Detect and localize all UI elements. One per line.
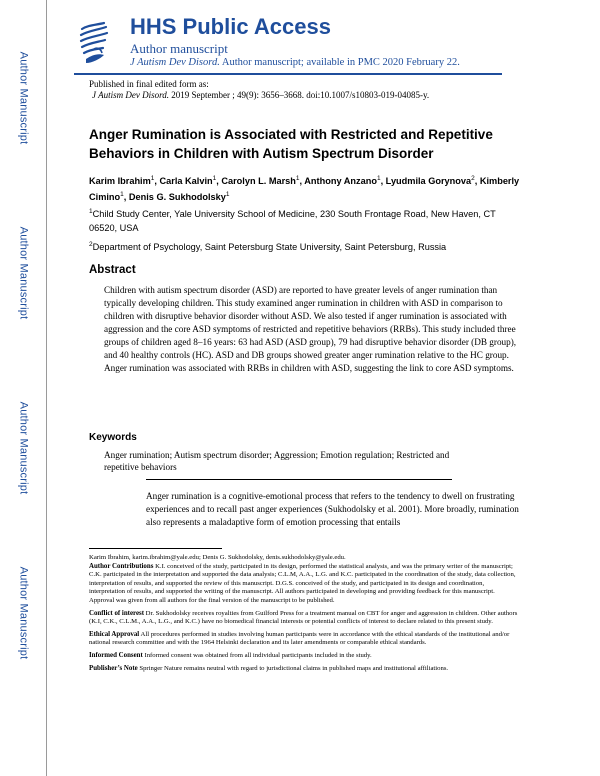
published-label: Published in final edited form as:: [89, 79, 209, 89]
author-affil-marker: 1: [295, 175, 300, 182]
footnote-ethical: [89, 631, 521, 648]
side-label-3: Author Manuscript: [17, 401, 30, 494]
author-affil-marker: 1: [120, 191, 124, 199]
citation-details: 2019 September ; 49(9): 3656–3668. doi:10.1007/s10803-019-04085-y.: [169, 90, 430, 100]
footnote-consent-text: Informed consent was obtained from all individual participants included in the study.: [142, 651, 372, 659]
footnote-publisher-text: Springer Nature remains neutral with regard to jurisdictional claims in published maps and institutional affiliations.: [137, 664, 449, 672]
affiliation-text: Department of Psychology, Saint Petersburg State University, Saint Petersburg, Russia: [92, 242, 447, 253]
author-name: Kimberly Cimino: [89, 176, 520, 203]
footnote-publisher: [89, 665, 521, 674]
keywords-heading: Keywords: [89, 432, 137, 443]
footnote-conflict: [89, 610, 521, 627]
side-label-4: Author Manuscript: [17, 566, 30, 659]
abstract-heading: Abstract: [89, 264, 136, 276]
footnote-consent-label: Informed Consent: [89, 651, 143, 659]
citation-journal: J Autism Dev Disord.: [92, 90, 169, 100]
footnote-contributions-label: Author Contributions: [89, 562, 154, 570]
abstract-text: Children with autism spectrum disorder (ASD) are reported to have greater levels of anger rumination than typically developing children. This study examined anger rumination in children with ASD in comparison to children with disruptive behavior disorder without ASD. We also tested if anger rumination is associated with aggression and the core ASD symptoms of restricted and repetitive behaviors (RRBs). This study included three groups of children aged 8–16 years: 63 had ASD (ASD group), 79 had disruptive behavior disorder (DB group), and 40 healthy controls (HC). ASD and DB groups showed greater anger rumination relative to the HC group. Anger rumination was associated with RRBs in children with ASD, suggesting the link to core ASD symptoms.: [104, 285, 517, 373]
affiliation-number: 2: [89, 241, 93, 248]
footnote-conflict-label: Conflict of interest: [89, 609, 144, 617]
author-affil-marker: 1: [376, 175, 381, 182]
footnote-contact: Karim Ibrahim, karim.ibrahim@yale.edu; Denis G. Sukhodolsky, denis.sukhodolsky@yale.edu.: [89, 554, 346, 561]
header-journal-line: [130, 57, 460, 68]
affiliation-number: 1: [89, 208, 93, 215]
affiliation-text: Child Study Center, Yale University School of Medicine, 230 South Frontage Road, New Haven, CT 06520, USA: [89, 209, 496, 233]
author-name: Karim Ibrahim: [89, 176, 151, 187]
footnote-publisher-label: Publisher’s Note: [89, 664, 138, 672]
footnotes: [89, 554, 521, 676]
footnote-consent: [89, 652, 521, 661]
author-affil-marker: 1: [212, 175, 217, 182]
keywords-divider: [146, 479, 452, 480]
author-name: Carla Kalvin: [159, 176, 213, 187]
author-list: Karim Ibrahim$^1$, Carla Kalvin$^1$, Carolyn L. Marsh$^1$, Anthony Anzano$^1$, Lyudmila Gorynova$^2$, Kimberly Cimino$^1$, Denis G. Sukhodolsky$^1$: [89, 175, 520, 203]
hhs-eagle-logo-icon: [74, 19, 114, 67]
header-subtitle: Author manuscript: [130, 41, 228, 56]
footnote-ethical-label: Ethical Approval: [89, 630, 140, 638]
side-label-1: Author Manuscript: [17, 51, 30, 144]
author-name: Carolyn L. Marsh: [221, 176, 296, 187]
header-journal-name: J Autism Dev Disord.: [130, 57, 220, 68]
author-affil-marker: 1: [150, 175, 155, 182]
header-rule: [74, 73, 502, 75]
footnote-contributions-text: K.I. conceived of the study, participated in its design, performed the statistical analysis, and was the primary writer of the manuscript; C.K. participated in the interpretation and supported the data analysis; C.L.M, A.A., L.G. and K.C. participated in the coordination of the study, data collection, interpretation of results, and supported the review of this manuscript. D.G.S. conceived of the study, and participated in its design and coordination, interpretation of results, and supported the writing of the manuscript. All authors participated in developing and providing feedback for this manuscript. Approval was given from all authors for the final version of the manuscript to be published.: [89, 562, 516, 604]
footnote-rule: [89, 548, 222, 549]
header-title: HHS Public Access: [130, 14, 331, 39]
keywords-text: Anger rumination; Autism spectrum disorder; Aggression; Emotion regulation; Restricted and repetitive behaviors: [104, 450, 450, 472]
intro-paragraph: Anger rumination is a cognitive-emotional process that refers to the tendency to dwell on frustrating experiences and to recall past anger experiences (Sukhodolsky et al. 2001). More broadly, rumination also represents a maladaptive form of emotion processing that entails: [146, 491, 519, 527]
author-name: Denis G. Sukhodolsky: [128, 192, 226, 203]
side-label-2: Author Manuscript: [17, 226, 30, 319]
author-name: Anthony Anzano: [304, 176, 377, 187]
header-availability: Author manuscript; available in PMC 2020 February 22.: [219, 57, 460, 68]
affiliation-2: [89, 238, 519, 255]
citation-line: [92, 90, 429, 100]
author-name: Lyudmila Gorynova: [385, 176, 472, 187]
author-affil-marker: 1: [225, 191, 230, 199]
author-affil-marker: 2: [471, 175, 475, 182]
side-divider: [46, 0, 47, 776]
footnote-contributions: [89, 563, 521, 606]
footnote-ethical-text: All procedures performed in studies involving human participants were in accordance with the ethical standards of the institutional and/or national research committee and with the 1964 Helsinki declaration and its later amendments or comparable ethical standards.: [89, 630, 510, 647]
article-title: Anger Rumination is Associated with Restricted and Repetitive Behaviors in Children with Autism Spectrum Disorder: [89, 127, 493, 161]
affiliation-1: [89, 205, 519, 235]
footnote-conflict-text: Dr. Sukhodolsky receives royalties from Guilford Press for a treatment manual on CBT for anger and aggression in children. Other authors (K.I, C.K., C.L.M., A.A., L.G., and K.C.) have no biomedical financial interests or potential conflicts of interest to declare related to this present study.: [89, 609, 518, 626]
